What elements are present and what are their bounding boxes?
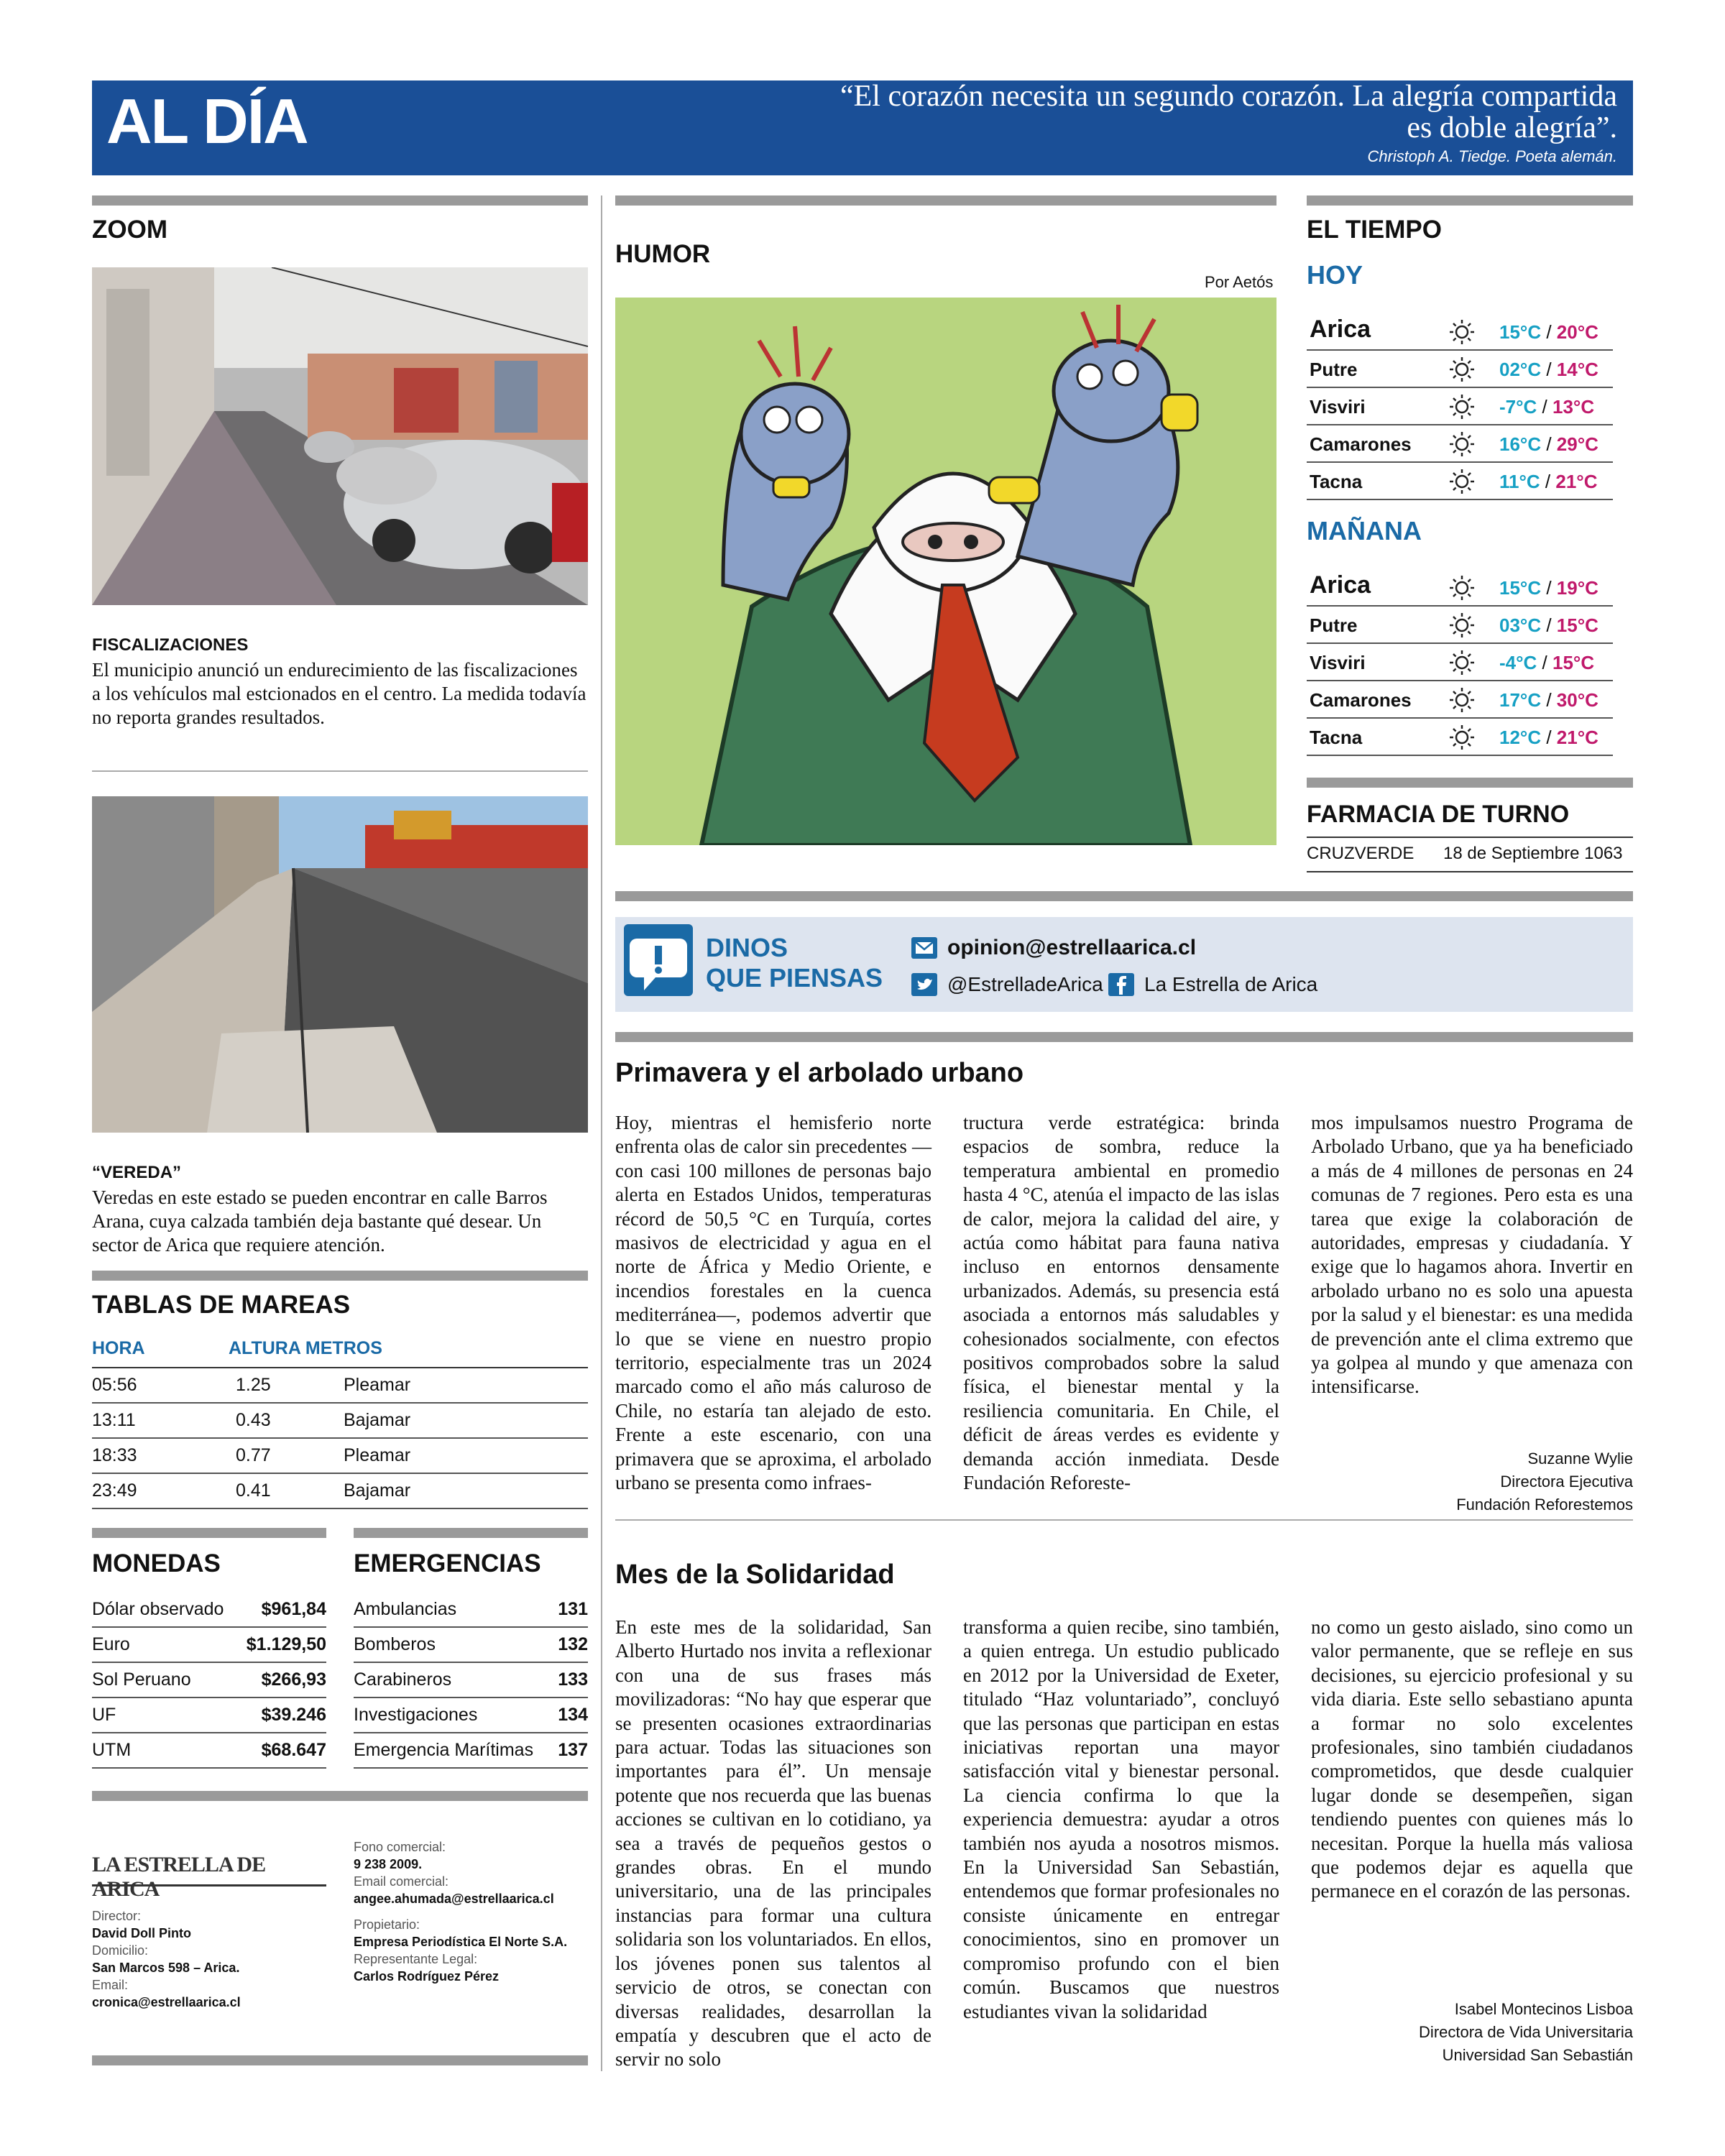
weather-temps — [1499, 727, 1598, 749]
emergencia-name: Emergencia Marítimas — [354, 1733, 554, 1768]
sunny-cloudy-icon — [1448, 392, 1476, 421]
sunny-cloudy-icon — [1448, 648, 1476, 677]
temp-separator: / — [1542, 396, 1547, 418]
moneda-value: $68.647 — [238, 1733, 326, 1768]
moneda-name: Euro — [92, 1627, 238, 1662]
column-divider — [601, 195, 602, 2071]
weather-min: 12°C — [1499, 727, 1542, 748]
weather-city: Arica — [1310, 315, 1371, 343]
pharmacy-line-top — [1307, 837, 1633, 838]
emergencia-name: Bomberos — [354, 1627, 554, 1662]
tides-table — [92, 1368, 588, 1509]
weather-max: 20°C — [1556, 321, 1598, 343]
masthead-left — [92, 1907, 241, 2011]
table-row — [92, 1662, 326, 1697]
article2-column-3: no como un gesto aislado, sino como un valor permanente, que se refleje en sus decisiones, su ejercicio profesional y su vida diaria. Este sello sebastiano apunta a formar no solo excelentes profesionales, sino también ciudadanos comprometidos, que desde cualquier lugar donde se desempeñen, sigan tendiendo puentes con quienes más lo necesitan. Porque la huella más valiosa que podemos dejar es aquella que permanece en el corazón de las personas. — [1311, 1616, 1633, 1902]
moneda-name: UTM — [92, 1733, 238, 1768]
table-row — [92, 1733, 326, 1768]
tide-altura: 0.41 — [236, 1473, 344, 1508]
weather-row — [1307, 563, 1613, 607]
weather-today-label: HOY — [1307, 260, 1363, 290]
tides-col-altura: ALTURA METROS — [229, 1338, 382, 1358]
tide-tipo: Bajamar — [344, 1473, 588, 1508]
tides-title: TABLAS DE MAREAS — [92, 1291, 351, 1319]
monedas-rule — [92, 1528, 326, 1538]
weather-city: Putre — [1310, 614, 1358, 636]
table-row — [354, 1593, 588, 1627]
weather-temps — [1499, 652, 1594, 674]
tide-hora: 05:56 — [92, 1368, 236, 1403]
weather-max: 13°C — [1552, 396, 1595, 418]
article1-title: Primavera y el arbolado urbano — [615, 1058, 1024, 1088]
contact-heading-line2: QUE PIENSAS — [706, 963, 883, 992]
emergencia-name: Carabineros — [354, 1662, 554, 1697]
monedas-table — [92, 1593, 326, 1769]
weather-row — [1307, 425, 1613, 463]
weather-min: 15°C — [1499, 577, 1542, 599]
tides-rule — [92, 1271, 588, 1281]
email: cronica@estrellaarica.cl — [92, 1995, 241, 2009]
tide-altura: 0.43 — [236, 1403, 344, 1438]
weather-temps — [1499, 433, 1598, 456]
logo-text: LA ESTRELLA DE ARICA — [92, 1853, 266, 1901]
pharmacy-address: 18 de Septiembre 1063 — [1443, 844, 1623, 863]
sunny-cloudy-icon — [1448, 686, 1476, 714]
emergencia-phone: 132 — [554, 1627, 588, 1662]
sunny-cloudy-icon — [1448, 467, 1476, 496]
sunny-cloudy-icon — [1448, 611, 1476, 640]
weather-city: Camarones — [1310, 433, 1412, 455]
director-label: Director: — [92, 1909, 142, 1923]
emergencia-phone: 137 — [554, 1733, 588, 1768]
temp-separator: / — [1546, 614, 1552, 636]
weather-min: 17°C — [1499, 689, 1542, 711]
humor-cartoon — [615, 298, 1276, 845]
fono: 9 238 2009. — [354, 1857, 423, 1871]
zoom-item1-heading: FISCALIZACIONES — [92, 635, 249, 655]
facebook-icon — [1108, 973, 1134, 996]
article2-author: Isabel Montecinos Lisboa — [1454, 2000, 1633, 2018]
temp-separator: / — [1546, 433, 1552, 455]
emergencias-title: EMERGENCIAS — [354, 1549, 541, 1577]
article2-divider — [615, 1519, 1633, 1521]
weather-max: 29°C — [1556, 433, 1598, 455]
weather-tomorrow-label: MAÑANA — [1307, 516, 1422, 545]
humor-rule — [615, 195, 1276, 206]
table-row — [92, 1473, 588, 1508]
twitter-icon — [911, 973, 937, 996]
fono-label: Fono comercial: — [354, 1840, 446, 1854]
weather-city: Camarones — [1310, 689, 1412, 711]
contact-twitter-link[interactable]: @EstrelladeArica — [947, 973, 1103, 995]
article1-author-role: Directora Ejecutiva — [1500, 1473, 1633, 1491]
tide-tipo: Pleamar — [344, 1368, 588, 1403]
emergencia-phone: 131 — [554, 1593, 588, 1627]
temp-separator: / — [1546, 689, 1552, 711]
article2-column-2: transforma a quien recibe, sino también, a quien entrega. Un estudio publicado en 2012 por la Universidad de Exeter, titulado “Haz voluntariado”, concluyó que las personas que participan en estas iniciativas reportan una mayor satisfacción vital y bienestar personal. La ciencia confirma lo que la experiencia demuestra: ayudar a otros también nos ayuda a nosotros mismos. En la Universidad San Sebastián, entendemos que formar profesionales no consiste únicamente en entregar conocimientos, sino en promover un compromiso profundo con el bien común. Buscamos que nuestros estudiantes vivan la solidaridad — [963, 1616, 1279, 2022]
article1-signature — [1456, 1447, 1633, 1516]
pharmacy-rule — [1307, 778, 1633, 788]
pharmacy-title: FARMACIA DE TURNO — [1307, 801, 1570, 828]
temp-separator: / — [1545, 471, 1551, 492]
table-row — [354, 1733, 588, 1768]
tide-tipo: Pleamar — [344, 1438, 588, 1473]
pharmacy-line-bottom — [1307, 871, 1633, 872]
zoom-title: ZOOM — [92, 216, 167, 244]
tide-tipo: Bajamar — [344, 1403, 588, 1438]
table-row — [92, 1368, 588, 1403]
article2-signature — [1419, 1998, 1633, 2067]
sunny-cloudy-icon — [1448, 723, 1476, 752]
moneda-value: $961,84 — [238, 1593, 326, 1627]
weather-max: 19°C — [1556, 577, 1598, 599]
article2-title: Mes de la Solidaridad — [615, 1560, 895, 1590]
weather-rule — [1307, 195, 1633, 206]
weather-temps — [1499, 359, 1598, 381]
article2-column-1: En este mes de la solidaridad, San Alberto Hurtado nos invita a reflexionar con una de sus frases más movilizadoras: “No hay que esperar que se presenten ocasiones extraordinarias para actuar. Todas las situaciones son importantes para él”. Un mensaje potente que nos recuerda que las buenas acciones se cultivan en lo cotidiano, ya sea a través de pequeños gestos o grandes obras. En el mundo universitario, una de las principales instancias para formar una cultura solidaria son los voluntariados. En ellos, los jóvenes ponen sus talentos al servicio de otros, se conectan con diversas realidades, desarrollan la empatía y descubren que el acto de servir no solo — [615, 1616, 932, 2070]
humor-title: HUMOR — [615, 240, 711, 268]
moneda-name: UF — [92, 1697, 238, 1733]
weather-row — [1307, 308, 1613, 351]
tide-hora: 23:49 — [92, 1473, 236, 1508]
table-row — [92, 1593, 326, 1627]
masthead-rule — [92, 1791, 588, 1801]
director-name: David Doll Pinto — [92, 1926, 192, 1940]
sunny-cloudy-icon — [1448, 430, 1476, 459]
weather-title: EL TIEMPO — [1307, 216, 1442, 244]
temp-separator: / — [1546, 727, 1552, 748]
article1-rule — [615, 1032, 1633, 1042]
emergencia-phone: 133 — [554, 1662, 588, 1697]
pharmacy-name: CRUZVERDE — [1307, 844, 1414, 863]
moneda-name: Dólar observado — [92, 1593, 238, 1627]
weather-row — [1307, 351, 1613, 388]
moneda-value: $1.129,50 — [238, 1627, 326, 1662]
weather-min: 11°C — [1499, 471, 1540, 492]
weather-temps — [1499, 321, 1598, 344]
tides-col-hora: HORA — [92, 1338, 145, 1358]
table-row — [92, 1438, 588, 1473]
zoom-item2-text: Veredas en este estado se pueden encontrar en calle Barros Arana, cuya calzada también deja bastante qué desear. Un sector de Arica que requiere atención. — [92, 1187, 548, 1256]
contact-rule — [615, 891, 1633, 901]
table-row — [92, 1627, 326, 1662]
emergencia-name: Ambulancias — [354, 1593, 554, 1627]
email-comercial: angee.ahumada@estrellaarica.cl — [354, 1892, 554, 1906]
propietario-label: Propietario: — [354, 1917, 420, 1932]
exclamation-bubble-icon — [624, 924, 693, 1002]
moneda-name: Sol Peruano — [92, 1662, 238, 1697]
propietario: Empresa Periodística El Norte S.A. — [354, 1935, 568, 1949]
weather-city: Visviri — [1310, 652, 1366, 673]
newspaper-logo — [92, 1853, 326, 1901]
weather-temps — [1499, 471, 1597, 493]
sunny-cloudy-icon — [1448, 573, 1476, 602]
banner-quote-author: Christoph A. Tiedge. Poeta alemán. — [1367, 147, 1617, 165]
weather-max: 15°C — [1552, 652, 1595, 673]
sidewalk-photo-illustration — [92, 796, 588, 1133]
monedas-title: MONEDAS — [92, 1549, 221, 1577]
article1-author-org: Fundación Reforestemos — [1456, 1496, 1633, 1514]
table-row — [354, 1697, 588, 1733]
contact-email-link[interactable]: opinion@estrellaarica.cl — [947, 936, 1197, 959]
weather-row — [1307, 719, 1613, 756]
weather-city: Tacna — [1310, 471, 1363, 492]
contact-heading-line1: DINOS — [706, 933, 788, 962]
temp-separator: / — [1542, 652, 1547, 673]
weather-city: Putre — [1310, 359, 1358, 380]
weather-city: Arica — [1310, 571, 1371, 599]
table-row — [354, 1627, 588, 1662]
zoom-divider — [92, 770, 588, 772]
domicilio: San Marcos 598 – Arica. — [92, 1961, 240, 1975]
weather-row — [1307, 388, 1613, 425]
article1-column-3: mos impulsamos nuestro Programa de Arbolado Urbano, que ya ha beneficiado a más de 4 millones de personas en 24 comunas de 7 regiones. Pero esta es una tarea que exige la colaboración de autoridades, empresas y ciudadanía. Y exige que lo hagamos ahora. Invertir en arbolado urbano no es solo una apuesta por la salud y el bienestar: es una medida de prevención ante el clima extremo que ya golpea al mundo y que amenaza con intensificarse. — [1311, 1112, 1633, 1398]
article1-column-1: Hoy, mientras el hemisferio norte enfrenta olas de calor sin precedentes —con casi 100 millones de personas bajo alerta en Estados Unidos, temperaturas récord de 50,5 °C en Turquía, cortes masivos de electricidad y agua en el norte de África y Medio Oriente, e incendios forestales en la cuenca mediterránea—, podemos advertir que lo que se viene en nuestro propio territorio, especialmente tras un 2024 marcado como el año más caluroso de Chile, no estaría tan alejado de esto. Frente a este escenario, con una primavera que se aproxima, el arbolado urbano se presenta como infraes- — [615, 1112, 932, 1494]
weather-max: 30°C — [1556, 689, 1598, 711]
emergencias-table — [354, 1593, 588, 1769]
zoom-photo-street — [92, 267, 588, 605]
representante: Carlos Rodríguez Pérez — [354, 1969, 500, 1984]
section-title: AL DÍA — [106, 86, 308, 157]
emergencia-phone: 134 — [554, 1697, 588, 1733]
weather-max: 21°C — [1556, 727, 1598, 748]
temp-separator: / — [1546, 359, 1552, 380]
weather-row — [1307, 644, 1613, 681]
email-label: Email: — [92, 1978, 129, 1992]
article1-column-2: tructura verde estratégica: brinda espacios de sombra, reduce la temperatura ambiental en promedio hasta 4 °C, atenúa el impacto de las islas de calor, mejora la calidad del aire, y actúa como hábitat para fauna nativa incluso en entornos densamente urbanizados. Además, su presencia está asociada a entornos más saludables y cohesionados socialmente, con efectos positivos comprobados sobre la salud física, el bienestar mental y la resiliencia comunitaria. En Chile, el déficit de áreas verdes es evidente y demanda acción inmediata. Desde Fundación Reforeste- — [963, 1112, 1279, 1494]
bottom-rule-left — [92, 2055, 588, 2065]
humor-byline: Por Aetós — [1205, 273, 1274, 291]
weather-row — [1307, 607, 1613, 644]
article2-author-role: Directora de Vida Universitaria — [1419, 2023, 1633, 2041]
representante-label: Representante Legal: — [354, 1952, 478, 1966]
moneda-value: $266,93 — [238, 1662, 326, 1697]
weather-min: 03°C — [1499, 614, 1542, 636]
weather-temps — [1499, 689, 1598, 711]
zoom-rule — [92, 195, 588, 206]
weather-max: 14°C — [1556, 359, 1598, 380]
emergencia-name: Investigaciones — [354, 1697, 554, 1733]
weather-min: -4°C — [1499, 652, 1537, 673]
weather-max: 21°C — [1555, 471, 1598, 492]
weather-temps — [1499, 614, 1598, 637]
moneda-value: $39.246 — [238, 1697, 326, 1733]
article1-author: Suzanne Wylie — [1527, 1450, 1633, 1468]
zoom-item2-heading: “VEREDA” — [92, 1163, 182, 1182]
table-row — [354, 1662, 588, 1697]
temp-separator: / — [1546, 321, 1552, 343]
sunny-cloudy-icon — [1448, 355, 1476, 384]
contact-heading — [706, 933, 883, 993]
masthead-right — [354, 1838, 567, 1985]
table-row — [92, 1697, 326, 1733]
zoom-item1-text: El municipio anunció un endurecimiento de las fiscalizaciones a los vehículos mal estcionados en el centro. La medida todavía no reporta grandes resultados. — [92, 659, 586, 728]
weather-min: 16°C — [1499, 433, 1542, 455]
weather-min: 15°C — [1499, 321, 1542, 343]
weather-row — [1307, 463, 1613, 500]
email-icon — [911, 937, 937, 959]
sunny-cloudy-icon — [1448, 318, 1476, 346]
street-photo-illustration — [92, 267, 588, 605]
weather-city: Visviri — [1310, 396, 1366, 418]
table-row — [92, 1403, 588, 1438]
email-comercial-label: Email comercial: — [354, 1874, 449, 1889]
zoom-photo-sidewalk — [92, 796, 588, 1133]
domicilio-label: Domicilio: — [92, 1943, 149, 1958]
weather-temps — [1499, 396, 1594, 418]
tide-altura: 0.77 — [236, 1438, 344, 1473]
tide-hora: 18:33 — [92, 1438, 236, 1473]
weather-row — [1307, 681, 1613, 719]
weather-city: Tacna — [1310, 727, 1363, 748]
emergencias-rule — [354, 1528, 588, 1538]
weather-min: -7°C — [1499, 396, 1537, 418]
tide-altura: 1.25 — [236, 1368, 344, 1403]
weather-max: 15°C — [1556, 614, 1598, 636]
tide-hora: 13:11 — [92, 1403, 236, 1438]
article2-author-org: Universidad San Sebastián — [1442, 2046, 1633, 2064]
banner-quote: “El corazón necesita un segundo corazón. La alegría compartida es doble alegría”. — [840, 80, 1617, 144]
contact-facebook-link[interactable]: La Estrella de Arica — [1144, 973, 1318, 995]
cartoon-illustration — [615, 298, 1276, 845]
temp-separator: / — [1546, 577, 1552, 599]
weather-temps — [1499, 577, 1598, 599]
weather-min: 02°C — [1499, 359, 1542, 380]
